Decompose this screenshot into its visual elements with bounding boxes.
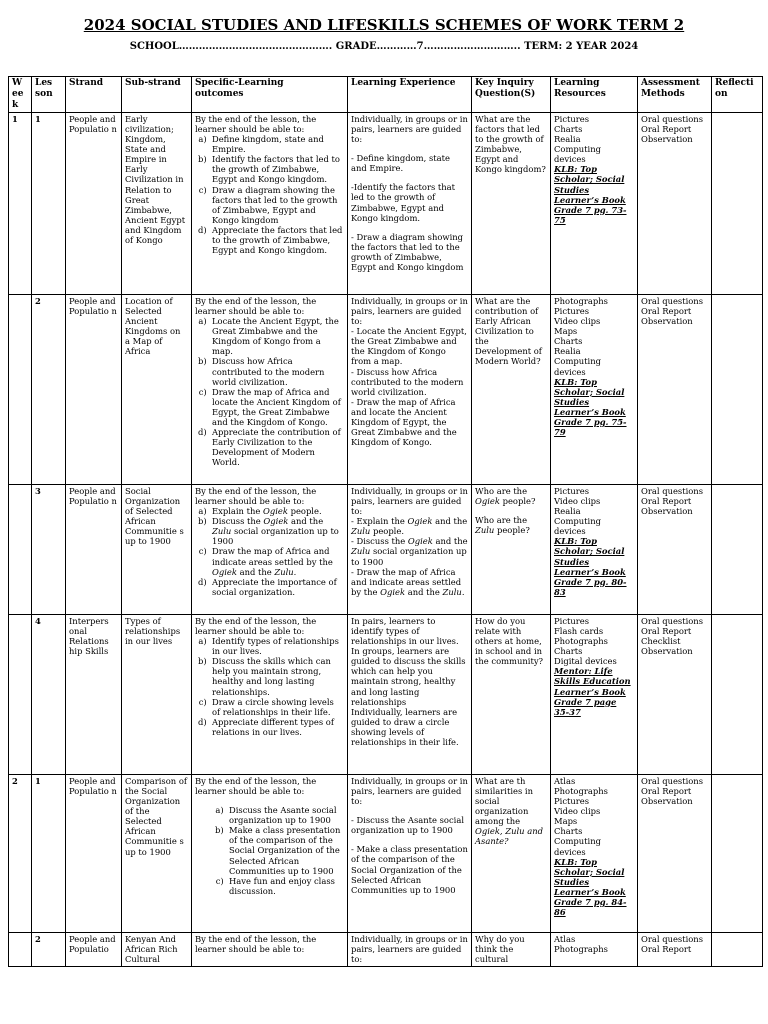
resource-item: Charts: [554, 336, 583, 347]
textbook-reference: KLB: Top Scholar; Social Studies Learner’s Book Grade 7 pg. 80-83: [554, 536, 627, 597]
experience-line: Individually, in groups or in pairs, learners are guided to:: [351, 486, 468, 517]
outcome-item: a. Define kingdom, state and Empire.: [212, 134, 344, 154]
strand-cell: People and Populatio n: [66, 485, 122, 615]
inquiry-line: How do you relate with others at home, in school and in the community?: [475, 616, 544, 667]
assessment-cell: [638, 615, 712, 775]
assessment-item: Checklist: [641, 636, 681, 647]
resource-item: Pictures: [554, 616, 590, 626]
outcome-item: a. Explain the Ogiek people.: [212, 506, 344, 516]
resource-item: Realia: [554, 346, 581, 357]
header-resources: Learning Resources: [551, 77, 638, 113]
textbook-reference: Mentor: Life Skills Education Learner’s Book Grade 7 page 35-37: [554, 666, 631, 717]
outcomes-intro: By the end of the lesson, the learner should be able to:: [195, 616, 317, 637]
substrand-cell: Types of relationships in our lives: [122, 615, 192, 775]
outcomes-cell: [192, 615, 348, 775]
resources-cell: [551, 295, 638, 485]
resource-item: Realia: [554, 134, 581, 145]
experience-line: [351, 223, 468, 232]
experience-line: [351, 144, 468, 153]
outcome-item: a. Locate the Ancient Egypt, the Great Zimbabwe and the Kingdom of Kongo from a map.: [212, 316, 344, 356]
reflection-cell: [712, 295, 763, 485]
substrand-cell: Early civilization; Kingdom, State and Empire in Early Civilization in Relation to Great Zimbabwe, Ancient Egypt and Kingdom of Kongo: [122, 113, 192, 295]
substrand-cell: Kenyan And African Rich Cultural: [122, 933, 192, 967]
outcome-item: c. Draw the map of Africa and indicate areas settled by the Ogiek and the Zulu.: [212, 546, 344, 576]
assessment-item: Oral questions: [641, 776, 703, 786]
experience-line: - Draw the map of Africa and indicate areas settled by the Ogiek and the Zulu.: [351, 566, 465, 597]
week-cell: [9, 933, 32, 967]
outcome-item: c. Draw a diagram showing the factors that led to the growth of Zimbabwe, Egypt and Kongo kingdom: [212, 185, 344, 225]
assessment-item: Oral questions: [641, 296, 703, 306]
table-row: [9, 113, 763, 295]
header-row: [9, 77, 763, 113]
experience-line: Individually, in groups or in pairs, learners are guided to:: [351, 114, 468, 145]
experience-line: -Identify the factors that led to the growth of Zimbabwe, Egypt and Kongo kingdom.: [351, 182, 456, 223]
table-row: [9, 615, 763, 775]
experience-line: Individually, in groups or in pairs, learners are guided to:: [351, 776, 468, 807]
assessment-item: Observation: [641, 646, 693, 657]
strand-cell: People and Populatio n: [66, 113, 122, 295]
textbook-reference: KLB: Top Scholar; Social Studies Learner’s Book Grade 7 pg. 75-79: [554, 376, 627, 438]
strand-cell: People and Populatio: [66, 933, 122, 967]
table-row: [9, 295, 763, 485]
resources-cell: [551, 775, 638, 933]
inquiry-line: [475, 506, 547, 515]
experience-line: [351, 806, 468, 815]
inquiry-line: Who are the Ogiek people?: [475, 486, 536, 507]
week-cell: [9, 615, 32, 775]
resource-item: Computing devices: [554, 836, 601, 857]
assessment-cell: [638, 295, 712, 485]
header-outcomes: Specific-Learning outcomes: [192, 77, 348, 113]
outcome-item: b. Make a class presentation of the comparison of the Social Organization of the Selected African Communities up to 1900: [229, 825, 344, 875]
reflection-cell: [712, 933, 763, 967]
resource-item: Photographs: [554, 944, 608, 955]
experience-cell: [348, 113, 472, 295]
outcome-item: b. Discuss the skills which can help you maintain strong, healthy and long lasting relationships.: [212, 656, 344, 696]
assessment-item: Oral Report: [641, 306, 692, 317]
resource-item: Maps: [554, 326, 578, 337]
outcome-item: a. Discuss the Asante social organization up to 1900: [229, 805, 344, 825]
header-strand: Strand: [66, 77, 122, 113]
table-row: [9, 485, 763, 615]
reflection-cell: [712, 615, 763, 775]
outcome-item: b. Discuss the Ogiek and the Zulu social organization up to 1900: [212, 516, 344, 546]
outcome-item: b. Discuss how Africa contributed to the modern world civilization.: [212, 356, 344, 386]
header-assessment: Assessment Methods: [638, 77, 712, 113]
inquiry-cell: [472, 295, 551, 485]
experience-line: In groups, learners are guided to discuss the skills which can help you maintain strong, healthy and long lasting relationships: [351, 646, 466, 707]
experience-line: - Discuss the Ogiek and the Zulu social organization up to 1900: [351, 536, 468, 567]
header-sub-strand: Sub-strand: [122, 77, 192, 113]
outcomes-cell: [192, 485, 348, 615]
header-experience: Learning Experience: [348, 77, 472, 113]
substrand-cell: Social Organization of Selected African Communitie s up to 1900: [122, 485, 192, 615]
resource-item: Video clips: [554, 316, 601, 327]
substrand-cell: Location of Selected Ancient Kingdoms on a Map of Africa: [122, 295, 192, 485]
outcomes-intro: By the end of the lesson, the learner should be able to:: [195, 296, 317, 317]
strand-cell: Interpers onal Relations hip Skills: [66, 615, 122, 775]
experience-line: Individually, learners are guided to draw a circle showing levels of relationships in their life.: [351, 706, 459, 747]
textbook-reference: KLB: Top Scholar; Social Studies Learner’s Book Grade 7 pg. 84-86: [554, 856, 627, 918]
resource-item: Charts: [554, 124, 583, 135]
assessment-item: Observation: [641, 316, 693, 327]
header-lesson: Les son: [32, 77, 66, 113]
reflection-cell: [712, 113, 763, 295]
outcome-item: d. Appreciate the importance of social organization.: [212, 577, 344, 597]
assessment-item: Observation: [641, 134, 693, 145]
outcome-item: b. Identify the factors that led to the growth of Zimbabwe, Egypt and Kongo kingdom.: [212, 154, 344, 184]
inquiry-cell: [472, 113, 551, 295]
outcome-item: a. Identify types of relationships in our lives.: [212, 636, 344, 656]
outcomes-cell: [192, 295, 348, 485]
outcomes-intro: By the end of the lesson, the learner should be able to:: [195, 114, 317, 135]
assessment-item: Observation: [641, 506, 693, 517]
inquiry-line: What are th similarities in social organization among the Ogiek, Zulu and Asante?: [475, 776, 543, 847]
resource-item: Digital devices: [554, 656, 617, 667]
assessment-cell: [638, 775, 712, 933]
resource-item: Video clips: [554, 496, 601, 507]
lesson-cell: 2: [32, 933, 66, 967]
resource-item: Pictures: [554, 486, 590, 496]
experience-line: Individually, in groups or in pairs, learners are guided to:: [351, 934, 468, 965]
substrand-cell: Comparison of the Social Organization of the Selected African Communitie s up to 1900: [122, 775, 192, 933]
assessment-item: Oral questions: [641, 934, 703, 944]
outcomes-cell: [192, 775, 348, 933]
assessment-item: Observation: [641, 796, 693, 807]
resources-cell: [551, 113, 638, 295]
resource-item: Realia: [554, 506, 581, 517]
lesson-cell: 3: [32, 485, 66, 615]
inquiry-cell: [472, 933, 551, 967]
experience-cell: [348, 615, 472, 775]
experience-cell: [348, 775, 472, 933]
inquiry-line: What are the contribution of Early African Civilization to the Development of Modern World?: [475, 296, 542, 367]
header-reflection: Reflecti on: [712, 77, 763, 113]
assessment-item: Oral questions: [641, 114, 703, 124]
lesson-cell: 4: [32, 615, 66, 775]
table-body: [9, 113, 763, 967]
assessment-cell: [638, 485, 712, 615]
experience-line: [351, 173, 468, 182]
document-title: 2024 SOCIAL STUDIES AND LIFESKILLS SCHEMES OF WORK TERM 2: [83, 16, 685, 34]
experience-line: - Draw a diagram showing the factors that led to the growth of Zimbabwe, Egypt and Kongo kingdom: [351, 231, 464, 272]
lesson-cell: 2: [32, 295, 66, 485]
reflection-cell: [712, 775, 763, 933]
assessment-item: Oral Report: [641, 626, 692, 637]
experience-line: - Explain the Ogiek and the Zulu people.: [351, 516, 468, 537]
resource-item: Charts: [554, 646, 583, 657]
experience-line: [351, 835, 468, 844]
strand-cell: People and Populatio n: [66, 295, 122, 485]
assessment-item: Oral Report: [641, 496, 692, 507]
experience-line: - Make a class presentation of the comparison of the Social Organization of the Selected African Communities up to 1900: [351, 844, 468, 895]
experience-cell: [348, 295, 472, 485]
lesson-cell: 1: [32, 113, 66, 295]
experience-line: Individually, in groups or in pairs, learners are guided to:: [351, 296, 468, 327]
schemes-table: [8, 76, 763, 967]
week-cell: [9, 295, 32, 485]
strand-cell: People and Populatio n: [66, 775, 122, 933]
outcome-item: d. Appreciate different types of relations in our lives.: [212, 717, 344, 737]
outcome-item: c. Have fun and enjoy class discussion.: [229, 876, 344, 896]
inquiry-line: Why do you think the cultural: [475, 934, 525, 965]
assessment-cell: [638, 113, 712, 295]
week-cell: [9, 485, 32, 615]
inquiry-line: Who are the Zulu people?: [475, 515, 530, 536]
resource-item: Flash cards: [554, 626, 604, 637]
header-inquiry: Key Inquiry Question(S): [472, 77, 551, 113]
table-row: [9, 775, 763, 933]
inquiry-cell: [472, 775, 551, 933]
experience-line: In pairs, learners to identify types of relationships in our lives.: [351, 616, 459, 647]
assessment-item: Oral questions: [641, 486, 703, 496]
experience-line: - Locate the Ancient Egypt, the Great Zimbabwe and the Kingdom of Kongo from a map.: [351, 326, 467, 367]
experience-line: - Discuss the Asante social organization up to 1900: [351, 815, 465, 836]
resource-item: Pictures: [554, 306, 590, 317]
reflection-cell: [712, 485, 763, 615]
resource-item: Video clips: [554, 806, 601, 817]
document-subtitle: SCHOOL………………………………………. GRADE…………7……………………….. TERM: 2 YEAR 2024: [129, 41, 639, 52]
resource-item: Atlas: [554, 776, 576, 786]
outcomes-cell: [192, 113, 348, 295]
week-cell: 1: [9, 113, 32, 295]
assessment-item: Oral Report: [641, 124, 692, 135]
textbook-reference: KLB: Top Scholar; Social Studies Learner’s Book Grade 7 pg. 73-75: [554, 164, 627, 225]
experience-line: - Discuss how Africa contributed to the modern world civilization.: [351, 366, 464, 397]
lesson-cell: 1: [32, 775, 66, 933]
resource-item: Maps: [554, 816, 578, 827]
outcomes-intro: By the end of the lesson, the learner should be able to:: [195, 486, 317, 507]
resources-cell: [551, 933, 638, 967]
outcomes-intro: By the end of the lesson, the learner should be able to:: [195, 934, 317, 955]
resource-item: Photographs: [554, 636, 608, 647]
experience-line: - Draw the map of Africa and locate the Ancient Kingdom of Egypt, the Great Zimbabwe and the Kingdom of Kongo.: [351, 396, 457, 448]
outcome-item: c. Draw a circle showing levels of relationships in their life.: [212, 697, 344, 717]
week-cell: 2: [9, 775, 32, 933]
experience-cell: [348, 485, 472, 615]
outcomes-cell: [192, 933, 348, 967]
resource-item: Pictures: [554, 796, 590, 807]
header-week: W ee k: [9, 77, 32, 113]
outcome-item: d. Appreciate the contribution of Early Civilization to the Development of Modern World.: [212, 427, 344, 467]
outcome-item: c. Draw the map of Africa and locate the Ancient Kingdom of Egypt, the Great Zimbabwe and the Kingdom of Kongo.: [212, 387, 344, 427]
resources-cell: [551, 485, 638, 615]
resource-item: Computing devices: [554, 356, 601, 377]
resource-item: Photographs: [554, 786, 608, 797]
assessment-item: Oral Report: [641, 944, 692, 955]
resource-item: Photographs: [554, 296, 608, 306]
experience-cell: [348, 933, 472, 967]
resource-item: Atlas: [554, 934, 576, 944]
assessment-item: Oral questions: [641, 616, 703, 626]
inquiry-cell: [472, 485, 551, 615]
inquiry-cell: [472, 615, 551, 775]
resources-cell: [551, 615, 638, 775]
experience-line: - Define kingdom, state and Empire.: [351, 153, 450, 174]
assessment-cell: [638, 933, 712, 967]
resource-item: Charts: [554, 826, 583, 837]
resource-item: Pictures: [554, 114, 590, 124]
outcome-item: d. Appreciate the factors that led to the growth of Zimbabwe, Egypt and Kongo kingdom.: [212, 225, 344, 255]
resource-item: Computing devices: [554, 516, 601, 537]
resource-item: Computing devices: [554, 144, 601, 165]
outcomes-intro: By the end of the lesson, the learner should be able to:: [195, 776, 317, 797]
table-row: [9, 933, 763, 967]
inquiry-line: What are the factors that led to the growth of Zimbabwe, Egypt and Kongo kingdom?: [475, 114, 546, 175]
assessment-item: Oral Report: [641, 786, 692, 797]
